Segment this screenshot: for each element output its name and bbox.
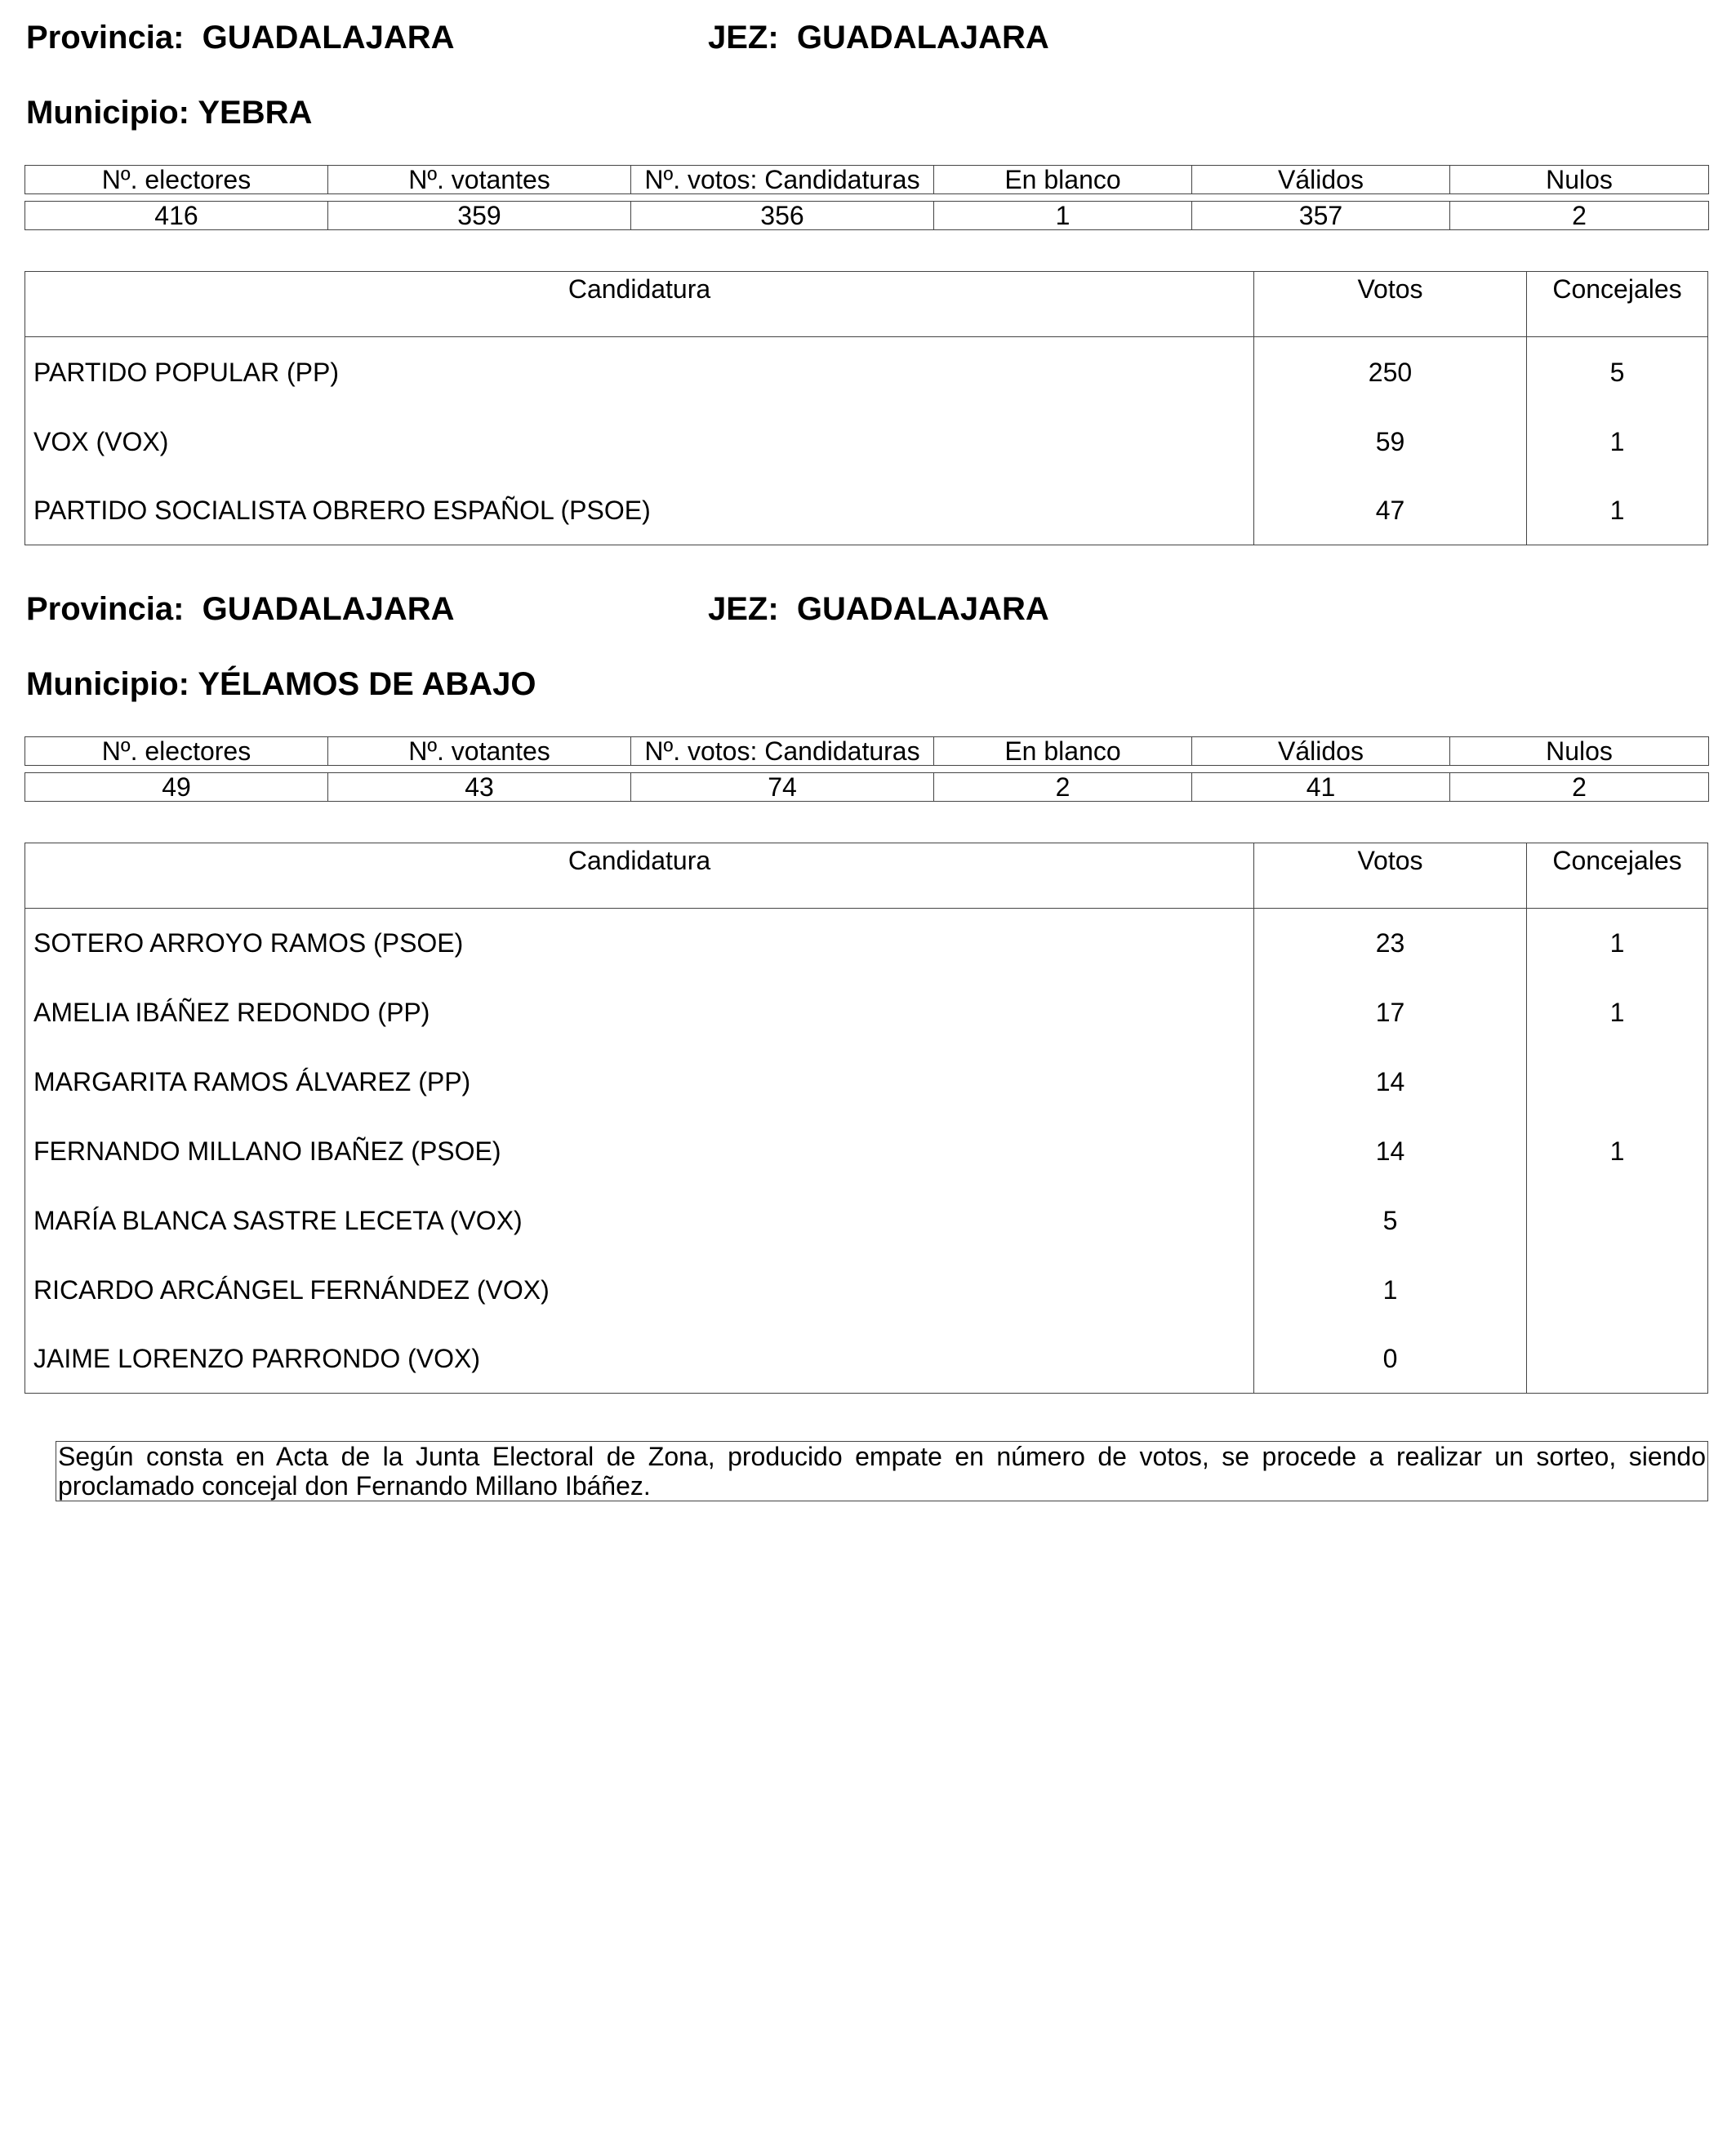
candidate-votos: 14 (1254, 1117, 1527, 1186)
stats-value-row (25, 773, 1709, 802)
candidates-header-row (25, 272, 1707, 337)
jez-label: JEZ: (708, 20, 779, 56)
candidate-concejales (1527, 1256, 1707, 1325)
stats-header-cell: Nº. votantes (328, 166, 631, 194)
stats-value-cell: 2 (1450, 202, 1709, 230)
stats-table (24, 165, 1709, 230)
provincia-value: GUADALAJARA (202, 20, 455, 56)
jez-line (708, 21, 1049, 54)
candidate-row (25, 1256, 1707, 1325)
candidate-row (25, 407, 1707, 477)
candidate-votos: 1 (1254, 1256, 1527, 1325)
candidate-concejales: 1 (1609, 496, 1625, 525)
stats-header-cell: Válidos (1192, 737, 1450, 766)
stats-spacer (25, 766, 1709, 773)
candidate-concejales: 1 (1609, 998, 1625, 1027)
candidate-concejales (1527, 1186, 1707, 1256)
candidate-concejales (1527, 1325, 1707, 1393)
stats-table (24, 736, 1709, 802)
votos-header: Votos (1254, 843, 1527, 908)
tie-break-note: Según consta en Acta de la Junta Electoral de Zona, producido empate en número de votos, se procede a realizar un sorteo, siendo proclamado concejal don Fernando Millano Ibáñez. (56, 1441, 1708, 1501)
candidatura-header: Candidatura (25, 272, 1254, 336)
candidate-concejales: 1 (1609, 928, 1625, 958)
candidate-name: MARÍA BLANCA SASTRE LECETA (VOX) (25, 1186, 1254, 1256)
candidate-name: VOX (VOX) (25, 407, 1254, 477)
candidate-votos: 5 (1254, 1186, 1527, 1256)
stats-value-cell: 2 (1450, 773, 1709, 802)
stats-header-cell: Nº. electores (25, 737, 328, 766)
stats-header-cell: Nº. votos: Candidaturas (631, 737, 934, 766)
candidate-concejales (1527, 1047, 1707, 1117)
candidate-name: MARGARITA RAMOS ÁLVAREZ (PP) (25, 1047, 1254, 1117)
stats-value-cell: 359 (328, 202, 631, 230)
candidate-row (25, 1047, 1707, 1117)
candidates-header-row (25, 843, 1707, 909)
concejales-header: Concejales (1552, 274, 1682, 304)
stats-header-cell: Nº. votantes (328, 737, 631, 766)
candidate-row (25, 909, 1707, 978)
candidate-concejales: 1 (1609, 427, 1625, 456)
jez-value: GUADALAJARA (796, 20, 1049, 56)
candidate-row (25, 1325, 1707, 1393)
stats-value-row (25, 202, 1709, 230)
votos-header: Votos (1254, 272, 1527, 336)
candidate-votos: 14 (1254, 1047, 1527, 1117)
candidate-name: RICARDO ARCÁNGEL FERNÁNDEZ (VOX) (25, 1256, 1254, 1325)
municipio-value: YEBRA (198, 95, 313, 131)
provincia-value: GUADALAJARA (202, 591, 455, 627)
stats-value-cell: 356 (631, 202, 934, 230)
stats-header-cell: Nulos (1450, 166, 1709, 194)
stats-header-cell: En blanco (934, 166, 1192, 194)
candidate-concejales: 5 (1609, 357, 1625, 387)
municipio-line (26, 668, 536, 700)
candidate-name: FERNANDO MILLANO IBAÑEZ (PSOE) (25, 1117, 1254, 1186)
concejales-header: Concejales (1552, 846, 1682, 875)
candidate-votos: 17 (1254, 978, 1527, 1047)
candidate-row (25, 1117, 1707, 1186)
stats-header-row (25, 737, 1709, 766)
provincia-label: Provincia: (26, 20, 185, 56)
candidate-name: PARTIDO SOCIALISTA OBRERO ESPAÑOL (PSOE) (25, 477, 1254, 545)
municipio-line (26, 96, 312, 129)
municipio-label: Municipio: (26, 666, 189, 702)
municipio-label: Municipio: (26, 95, 189, 131)
stats-value-cell: 2 (934, 773, 1192, 802)
candidates-table (24, 271, 1708, 545)
candidate-row (25, 978, 1707, 1047)
candidate-name: JAIME LORENZO PARRONDO (VOX) (25, 1325, 1254, 1393)
stats-value-cell: 49 (25, 773, 328, 802)
stats-header-cell: Nº. electores (25, 166, 328, 194)
candidate-name: PARTIDO POPULAR (PP) (25, 337, 1254, 407)
candidate-votos: 23 (1254, 909, 1527, 978)
jez-label: JEZ: (708, 591, 779, 627)
candidate-row (25, 477, 1707, 545)
stats-value-cell: 357 (1192, 202, 1450, 230)
stats-value-cell: 74 (631, 773, 934, 802)
stats-header-row (25, 166, 1709, 194)
candidate-votos: 0 (1254, 1325, 1527, 1393)
candidate-votos: 250 (1254, 337, 1527, 407)
stats-header-cell: En blanco (934, 737, 1192, 766)
stats-value-cell: 416 (25, 202, 328, 230)
candidate-name: AMELIA IBÁÑEZ REDONDO (PP) (25, 978, 1254, 1047)
provincia-label: Provincia: (26, 591, 185, 627)
candidate-concejales: 1 (1609, 1136, 1625, 1166)
candidates-table (24, 843, 1708, 1394)
stats-header-cell: Válidos (1192, 166, 1450, 194)
provincia-line (26, 21, 455, 54)
candidate-votos: 47 (1254, 477, 1527, 545)
candidate-votos: 59 (1254, 407, 1527, 477)
candidatura-header: Candidatura (25, 843, 1254, 908)
candidate-name: SOTERO ARROYO RAMOS (PSOE) (25, 909, 1254, 978)
stats-header-cell: Nulos (1450, 737, 1709, 766)
provincia-line (26, 593, 455, 625)
jez-value: GUADALAJARA (796, 591, 1049, 627)
jez-line (708, 593, 1049, 625)
stats-value-cell: 1 (934, 202, 1192, 230)
stats-header-cell: Nº. votos: Candidaturas (631, 166, 934, 194)
stats-value-cell: 41 (1192, 773, 1450, 802)
candidate-row (25, 337, 1707, 407)
stats-value-cell: 43 (328, 773, 631, 802)
stats-spacer (25, 194, 1709, 202)
candidate-row (25, 1186, 1707, 1256)
municipio-value: YÉLAMOS DE ABAJO (198, 666, 536, 702)
